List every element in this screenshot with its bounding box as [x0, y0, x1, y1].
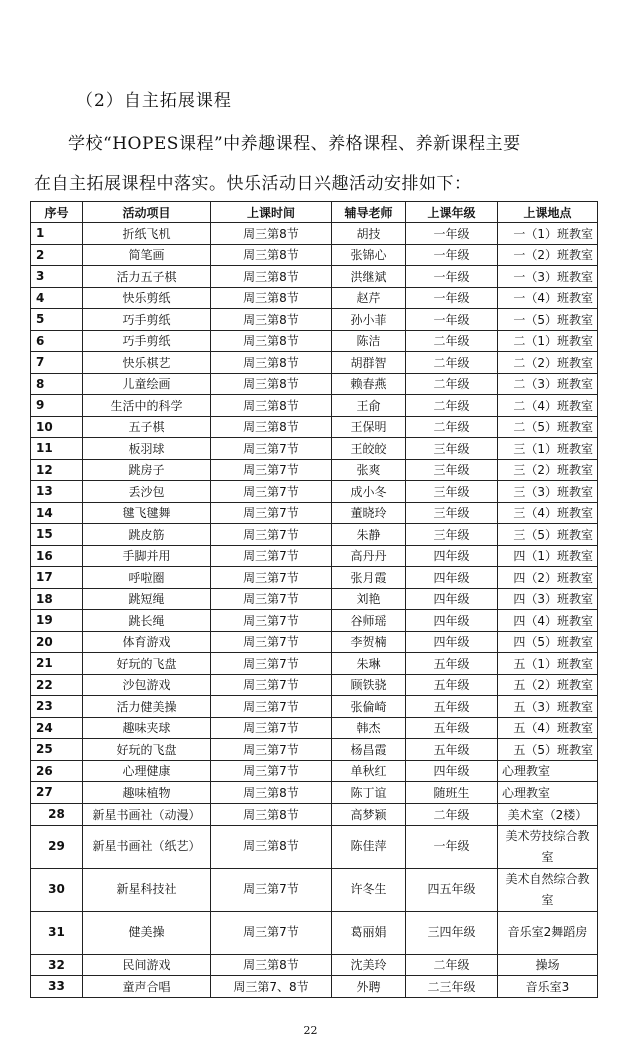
cell-location: 五（1）班教室 — [498, 653, 598, 675]
cell-activity: 新星科技社 — [83, 868, 211, 911]
cell-teacher: 胡群智 — [332, 352, 406, 374]
cell-time: 周三第7节 — [211, 696, 332, 718]
cell-location: 三（4）班教室 — [498, 502, 598, 524]
cell-teacher: 朱静 — [332, 524, 406, 546]
cell-location: 一（4）班教室 — [498, 287, 598, 309]
cell-index: 18 — [31, 588, 83, 610]
cell-grade: 二三年级 — [406, 976, 498, 998]
table-row — [31, 459, 598, 481]
cell-time: 周三第7节 — [211, 588, 332, 610]
cell-activity: 沙包游戏 — [83, 674, 211, 696]
cell-index: 11 — [31, 438, 83, 460]
cell-teacher: 顾铁骁 — [332, 674, 406, 696]
page-number: 22 — [303, 1024, 318, 1037]
table-row — [31, 567, 598, 589]
header-teacher: 辅导老师 — [332, 202, 406, 223]
cell-grade: 五年级 — [406, 739, 498, 761]
cell-activity: 毽飞毽舞 — [83, 502, 211, 524]
cell-index: 33 — [31, 976, 83, 998]
cell-index: 22 — [31, 674, 83, 696]
cell-time: 周三第7、8节 — [211, 976, 332, 998]
cell-activity: 五子棋 — [83, 416, 211, 438]
cell-location: 美术劳技综合教室 — [498, 825, 598, 868]
cell-activity: 简笔画 — [83, 244, 211, 266]
cell-grade: 一年级 — [406, 287, 498, 309]
cell-location: 美术室（2楼） — [498, 803, 598, 825]
cell-teacher: 韩杰 — [332, 717, 406, 739]
cell-location: 三（3）班教室 — [498, 481, 598, 503]
cell-grade: 二年级 — [406, 395, 498, 417]
header-location: 上课地点 — [498, 202, 598, 223]
cell-index: 7 — [31, 352, 83, 374]
cell-grade: 三年级 — [406, 524, 498, 546]
cell-time: 周三第7节 — [211, 524, 332, 546]
cell-teacher: 葛丽娟 — [332, 911, 406, 954]
table-row — [31, 223, 598, 245]
cell-teacher: 孙小菲 — [332, 309, 406, 331]
cell-activity: 丢沙包 — [83, 481, 211, 503]
cell-time: 周三第7节 — [211, 502, 332, 524]
cell-location: 三（1）班教室 — [498, 438, 598, 460]
cell-teacher: 陈丁谊 — [332, 782, 406, 804]
cell-activity: 快乐剪纸 — [83, 287, 211, 309]
cell-time: 周三第7节 — [211, 653, 332, 675]
cell-index: 6 — [31, 330, 83, 352]
cell-grade: 一年级 — [406, 266, 498, 288]
cell-time: 周三第8节 — [211, 954, 332, 976]
cell-activity: 巧手剪纸 — [83, 309, 211, 331]
cell-index: 9 — [31, 395, 83, 417]
cell-activity: 巧手剪纸 — [83, 330, 211, 352]
cell-time: 周三第8节 — [211, 330, 332, 352]
table-row — [31, 545, 598, 567]
cell-activity: 快乐棋艺 — [83, 352, 211, 374]
cell-teacher: 董晓玲 — [332, 502, 406, 524]
header-index: 序号 — [31, 202, 83, 223]
cell-location: 心理教室 — [498, 782, 598, 804]
cell-index: 12 — [31, 459, 83, 481]
cell-teacher: 洪继斌 — [332, 266, 406, 288]
cell-index: 31 — [31, 911, 83, 954]
cell-teacher: 沈美玲 — [332, 954, 406, 976]
cell-teacher: 高丹丹 — [332, 545, 406, 567]
cell-index: 2 — [31, 244, 83, 266]
cell-time: 周三第8节 — [211, 416, 332, 438]
cell-grade: 二年级 — [406, 803, 498, 825]
cell-grade: 五年级 — [406, 696, 498, 718]
cell-activity: 儿童绘画 — [83, 373, 211, 395]
cell-activity: 体育游戏 — [83, 631, 211, 653]
cell-location: 一（5）班教室 — [498, 309, 598, 331]
cell-time: 周三第8节 — [211, 309, 332, 331]
cell-grade: 三四年级 — [406, 911, 498, 954]
table-row — [31, 696, 598, 718]
cell-location: 五（5）班教室 — [498, 739, 598, 761]
intro-line-1: 学校“HOPES课程”中养趣课程、养格课程、养新课程主要 — [68, 134, 521, 154]
table-row — [31, 760, 598, 782]
cell-index: 27 — [31, 782, 83, 804]
cell-teacher: 单秋红 — [332, 760, 406, 782]
table-row — [31, 954, 598, 976]
cell-index: 24 — [31, 717, 83, 739]
cell-teacher: 杨昌霞 — [332, 739, 406, 761]
cell-time: 周三第8节 — [211, 782, 332, 804]
table-row — [31, 610, 598, 632]
cell-grade: 一年级 — [406, 825, 498, 868]
table-row — [31, 502, 598, 524]
cell-teacher: 许冬生 — [332, 868, 406, 911]
cell-location: 四（1）班教室 — [498, 545, 598, 567]
cell-teacher: 张月霞 — [332, 567, 406, 589]
cell-time: 周三第7节 — [211, 567, 332, 589]
cell-location: 一（1）班教室 — [498, 223, 598, 245]
cell-index: 21 — [31, 653, 83, 675]
table-row — [31, 244, 598, 266]
table-row — [31, 868, 598, 911]
table-row — [31, 674, 598, 696]
cell-time: 周三第7节 — [211, 610, 332, 632]
cell-index: 14 — [31, 502, 83, 524]
cell-activity: 新星书画社（纸艺） — [83, 825, 211, 868]
cell-teacher: 刘艳 — [332, 588, 406, 610]
cell-grade: 二年级 — [406, 416, 498, 438]
cell-teacher: 张锦心 — [332, 244, 406, 266]
cell-activity: 跳长绳 — [83, 610, 211, 632]
cell-time: 周三第8节 — [211, 223, 332, 245]
cell-location: 美术自然综合教室 — [498, 868, 598, 911]
cell-grade: 一年级 — [406, 223, 498, 245]
cell-activity: 新星书画社（动漫） — [83, 803, 211, 825]
cell-activity: 折纸飞机 — [83, 223, 211, 245]
cell-location: 二（3）班教室 — [498, 373, 598, 395]
header-grade: 上课年级 — [406, 202, 498, 223]
table-row — [31, 352, 598, 374]
cell-grade: 三年级 — [406, 502, 498, 524]
cell-location: 操场 — [498, 954, 598, 976]
cell-location: 三（5）班教室 — [498, 524, 598, 546]
table-row — [31, 416, 598, 438]
cell-grade: 五年级 — [406, 653, 498, 675]
cell-index: 29 — [31, 825, 83, 868]
cell-activity: 趣味植物 — [83, 782, 211, 804]
cell-time: 周三第8节 — [211, 244, 332, 266]
cell-location: 五（3）班教室 — [498, 696, 598, 718]
table-row — [31, 782, 598, 804]
cell-time: 周三第7节 — [211, 481, 332, 503]
table-row — [31, 911, 598, 954]
cell-location: 五（2）班教室 — [498, 674, 598, 696]
cell-time: 周三第7节 — [211, 459, 332, 481]
cell-index: 3 — [31, 266, 83, 288]
cell-activity: 板羽球 — [83, 438, 211, 460]
cell-time: 周三第7节 — [211, 739, 332, 761]
table-row — [31, 653, 598, 675]
cell-location: 一（3）班教室 — [498, 266, 598, 288]
cell-time: 周三第8节 — [211, 266, 332, 288]
cell-index: 20 — [31, 631, 83, 653]
table-row — [31, 395, 598, 417]
cell-time: 周三第7节 — [211, 545, 332, 567]
table-row — [31, 373, 598, 395]
table-row — [31, 825, 598, 868]
cell-teacher: 陈洁 — [332, 330, 406, 352]
cell-location: 音乐室3 — [498, 976, 598, 998]
activity-schedule-table — [30, 201, 598, 998]
cell-teacher: 赖春燕 — [332, 373, 406, 395]
cell-time: 周三第7节 — [211, 717, 332, 739]
table-row — [31, 588, 598, 610]
cell-time: 周三第8节 — [211, 825, 332, 868]
cell-activity: 跳房子 — [83, 459, 211, 481]
cell-activity: 健美操 — [83, 911, 211, 954]
cell-location: 四（3）班教室 — [498, 588, 598, 610]
cell-activity: 童声合唱 — [83, 976, 211, 998]
cell-grade: 一年级 — [406, 244, 498, 266]
header-time: 上课时间 — [211, 202, 332, 223]
cell-teacher: 高梦颖 — [332, 803, 406, 825]
cell-teacher: 谷师瑶 — [332, 610, 406, 632]
section-heading: （2）自主拓展课程 — [76, 91, 232, 111]
table-row — [31, 330, 598, 352]
cell-time: 周三第8节 — [211, 395, 332, 417]
cell-location: 四（4）班教室 — [498, 610, 598, 632]
cell-time: 周三第7节 — [211, 911, 332, 954]
cell-index: 16 — [31, 545, 83, 567]
cell-activity: 跳皮筋 — [83, 524, 211, 546]
cell-teacher: 王保明 — [332, 416, 406, 438]
cell-grade: 随班生 — [406, 782, 498, 804]
cell-time: 周三第8节 — [211, 373, 332, 395]
cell-location: 一（2）班教室 — [498, 244, 598, 266]
cell-grade: 三年级 — [406, 438, 498, 460]
cell-grade: 二年级 — [406, 330, 498, 352]
cell-index: 10 — [31, 416, 83, 438]
cell-activity: 心理健康 — [83, 760, 211, 782]
table-row — [31, 524, 598, 546]
cell-teacher: 李贺楠 — [332, 631, 406, 653]
cell-location: 二（5）班教室 — [498, 416, 598, 438]
cell-index: 19 — [31, 610, 83, 632]
cell-location: 四（5）班教室 — [498, 631, 598, 653]
cell-index: 8 — [31, 373, 83, 395]
cell-teacher: 张爽 — [332, 459, 406, 481]
cell-time: 周三第7节 — [211, 868, 332, 911]
cell-grade: 四年级 — [406, 588, 498, 610]
cell-teacher: 赵芹 — [332, 287, 406, 309]
cell-time: 周三第8节 — [211, 352, 332, 374]
cell-grade: 四年级 — [406, 610, 498, 632]
table-row — [31, 481, 598, 503]
cell-grade: 一年级 — [406, 309, 498, 331]
cell-activity: 好玩的飞盘 — [83, 653, 211, 675]
cell-grade: 四年级 — [406, 545, 498, 567]
cell-time: 周三第8节 — [211, 287, 332, 309]
cell-teacher: 张倫崎 — [332, 696, 406, 718]
cell-grade: 五年级 — [406, 717, 498, 739]
cell-index: 13 — [31, 481, 83, 503]
table-row — [31, 976, 598, 998]
cell-teacher: 成小冬 — [332, 481, 406, 503]
cell-location: 二（1）班教室 — [498, 330, 598, 352]
cell-activity: 活力五子棋 — [83, 266, 211, 288]
table-row — [31, 717, 598, 739]
cell-index: 23 — [31, 696, 83, 718]
cell-index: 30 — [31, 868, 83, 911]
cell-location: 二（4）班教室 — [498, 395, 598, 417]
cell-activity: 呼啦圈 — [83, 567, 211, 589]
cell-time: 周三第7节 — [211, 438, 332, 460]
cell-grade: 五年级 — [406, 674, 498, 696]
cell-activity: 好玩的飞盘 — [83, 739, 211, 761]
cell-time: 周三第7节 — [211, 760, 332, 782]
table-header-row — [31, 202, 598, 223]
cell-time: 周三第8节 — [211, 803, 332, 825]
cell-activity: 活力健美操 — [83, 696, 211, 718]
cell-activity: 趣味夹球 — [83, 717, 211, 739]
cell-index: 5 — [31, 309, 83, 331]
cell-index: 17 — [31, 567, 83, 589]
cell-location: 四（2）班教室 — [498, 567, 598, 589]
cell-grade: 四年级 — [406, 631, 498, 653]
cell-grade: 四年级 — [406, 567, 498, 589]
table-row — [31, 309, 598, 331]
header-activity: 活动项目 — [83, 202, 211, 223]
cell-grade: 二年级 — [406, 954, 498, 976]
cell-teacher: 外聘 — [332, 976, 406, 998]
cell-grade: 二年级 — [406, 352, 498, 374]
cell-location: 二（2）班教室 — [498, 352, 598, 374]
cell-location: 三（2）班教室 — [498, 459, 598, 481]
cell-index: 26 — [31, 760, 83, 782]
cell-location: 五（4）班教室 — [498, 717, 598, 739]
cell-teacher: 王俞 — [332, 395, 406, 417]
cell-activity: 跳短绳 — [83, 588, 211, 610]
cell-teacher: 陈佳萍 — [332, 825, 406, 868]
cell-activity: 生活中的科学 — [83, 395, 211, 417]
cell-grade: 三年级 — [406, 459, 498, 481]
cell-index: 25 — [31, 739, 83, 761]
cell-teacher: 胡技 — [332, 223, 406, 245]
cell-index: 1 — [31, 223, 83, 245]
cell-index: 4 — [31, 287, 83, 309]
table-row — [31, 287, 598, 309]
cell-location: 心理教室 — [498, 760, 598, 782]
table-row — [31, 266, 598, 288]
cell-index: 15 — [31, 524, 83, 546]
table-row — [31, 739, 598, 761]
cell-activity: 民间游戏 — [83, 954, 211, 976]
cell-time: 周三第7节 — [211, 674, 332, 696]
cell-activity: 手脚并用 — [83, 545, 211, 567]
cell-index: 32 — [31, 954, 83, 976]
cell-teacher: 王皎皎 — [332, 438, 406, 460]
cell-time: 周三第7节 — [211, 631, 332, 653]
table-row — [31, 438, 598, 460]
intro-paragraph — [34, 124, 594, 204]
cell-grade: 二年级 — [406, 373, 498, 395]
table-row — [31, 803, 598, 825]
cell-teacher: 朱琳 — [332, 653, 406, 675]
cell-grade: 四年级 — [406, 760, 498, 782]
cell-index: 28 — [31, 803, 83, 825]
cell-grade: 三年级 — [406, 481, 498, 503]
table-row — [31, 631, 598, 653]
cell-grade: 四五年级 — [406, 868, 498, 911]
cell-location: 音乐室2舞蹈房 — [498, 911, 598, 954]
intro-line-2: 在自主拓展课程中落实。快乐活动日兴趣活动安排如下： — [34, 174, 472, 194]
